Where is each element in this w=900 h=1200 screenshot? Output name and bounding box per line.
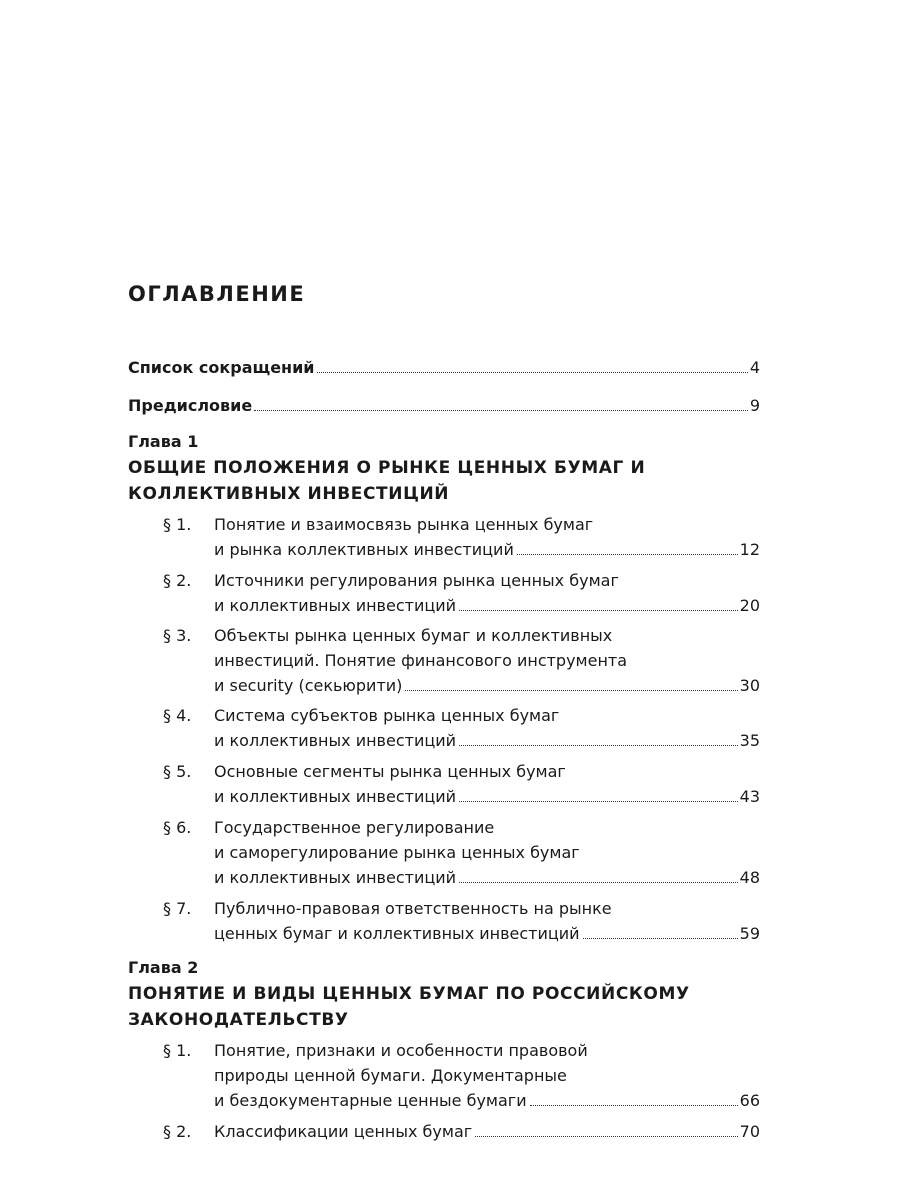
section-line: и коллективных инвестиций	[214, 868, 457, 887]
toc-section-1-5[interactable]	[163, 759, 760, 809]
section-number: § 6.	[163, 818, 192, 837]
leader-dots	[459, 744, 738, 746]
section-page: 35	[739, 731, 760, 750]
section-page: 59	[739, 924, 760, 943]
section-line: Понятие, признаки и особенности правовой	[214, 1041, 588, 1060]
leader-dots	[517, 553, 738, 555]
section-number: § 1.	[163, 1041, 192, 1060]
section-line: Классификации ценных бумаг	[214, 1122, 473, 1141]
section-line: Основные сегменты рынка ценных бумаг	[214, 762, 566, 781]
section-line: и security (секьюрити)	[214, 676, 403, 695]
entry-label: Предисловие	[128, 396, 253, 415]
section-line: Понятие и взаимосвязь рынка ценных бумаг	[214, 515, 594, 534]
section-number: § 2.	[163, 571, 192, 590]
section-number: § 1.	[163, 515, 192, 534]
section-number: § 7.	[163, 899, 192, 918]
chapter-1-label: Глава 1	[128, 432, 199, 451]
chapter-2-title[interactable]	[128, 981, 768, 1033]
chapter-title-line: ЗАКОНОДАТЕЛЬСТВУ	[128, 1010, 349, 1030]
page-title: ОГЛАВЛЕНИЕ	[128, 282, 306, 306]
section-line: и коллективных инвестиций	[214, 731, 457, 750]
section-page: 12	[739, 540, 760, 559]
section-line: Государственное регулирование	[214, 818, 495, 837]
leader-dots	[459, 609, 738, 611]
section-page: 20	[739, 596, 760, 615]
toc-section-1-2[interactable]	[163, 568, 760, 618]
section-line: Объекты рынка ценных бумаг и коллективных	[214, 626, 613, 645]
section-line: и рынка коллективных инвестиций	[214, 540, 514, 559]
entry-page: 9	[749, 396, 760, 415]
chapter-title-line: ОБЩИЕ ПОЛОЖЕНИЯ О РЫНКЕ ЦЕННЫХ БУМАГ И	[128, 458, 646, 478]
section-number: § 2.	[163, 1122, 192, 1141]
leader-dots	[405, 689, 737, 691]
section-number: § 3.	[163, 626, 192, 645]
leader-dots	[475, 1135, 737, 1137]
toc-section-1-6[interactable]	[163, 815, 760, 890]
section-line: Источники регулирования рынка ценных бумаг	[214, 571, 619, 590]
chapter-title-line: КОЛЛЕКТИВНЫХ ИНВЕСТИЦИЙ	[128, 484, 450, 504]
toc-section-1-4[interactable]	[163, 703, 760, 753]
section-page: 48	[739, 868, 760, 887]
section-line: и коллективных инвестиций	[214, 596, 457, 615]
toc-entry-abbreviations[interactable]	[128, 358, 760, 377]
toc-section-1-3[interactable]	[163, 623, 760, 698]
section-page: 43	[739, 787, 760, 806]
leader-dots	[254, 409, 748, 411]
section-line: и саморегулирование рынка ценных бумаг	[214, 843, 580, 862]
leader-dots	[583, 937, 738, 939]
chapter-title-line: ПОНЯТИЕ И ВИДЫ ЦЕННЫХ БУМАГ ПО РОССИЙСКОМУ	[128, 984, 690, 1004]
section-line: и коллективных инвестиций	[214, 787, 457, 806]
section-line: природы ценной бумаги. Документарные	[214, 1066, 567, 1085]
section-line: инвестиций. Понятие финансового инструмента	[214, 651, 628, 670]
chapter-1-title[interactable]	[128, 455, 768, 507]
leader-dots	[459, 881, 738, 883]
toc-section-2-2[interactable]	[163, 1119, 760, 1144]
entry-page: 4	[749, 358, 760, 377]
chapter-2-label: Глава 2	[128, 958, 199, 977]
section-page: 30	[739, 676, 760, 695]
section-page: 70	[739, 1122, 760, 1141]
section-number: § 5.	[163, 762, 192, 781]
entry-label: Список сокращений	[128, 358, 315, 377]
section-line: и бездокументарные ценные бумаги	[214, 1091, 527, 1110]
section-line: Публично-правовая ответственность на рынке	[214, 899, 612, 918]
toc-section-1-1[interactable]	[163, 512, 760, 562]
toc-section-2-1[interactable]	[163, 1038, 760, 1113]
toc-entry-preface[interactable]	[128, 396, 760, 415]
section-page: 66	[739, 1091, 760, 1110]
section-line: ценных бумаг и коллективных инвестиций	[214, 924, 580, 943]
leader-dots	[530, 1104, 738, 1106]
section-number: § 4.	[163, 706, 192, 725]
leader-dots	[459, 800, 738, 802]
leader-dots	[317, 371, 748, 373]
section-line: Система субъектов рынка ценных бумаг	[214, 706, 560, 725]
toc-section-1-7[interactable]	[163, 896, 760, 946]
